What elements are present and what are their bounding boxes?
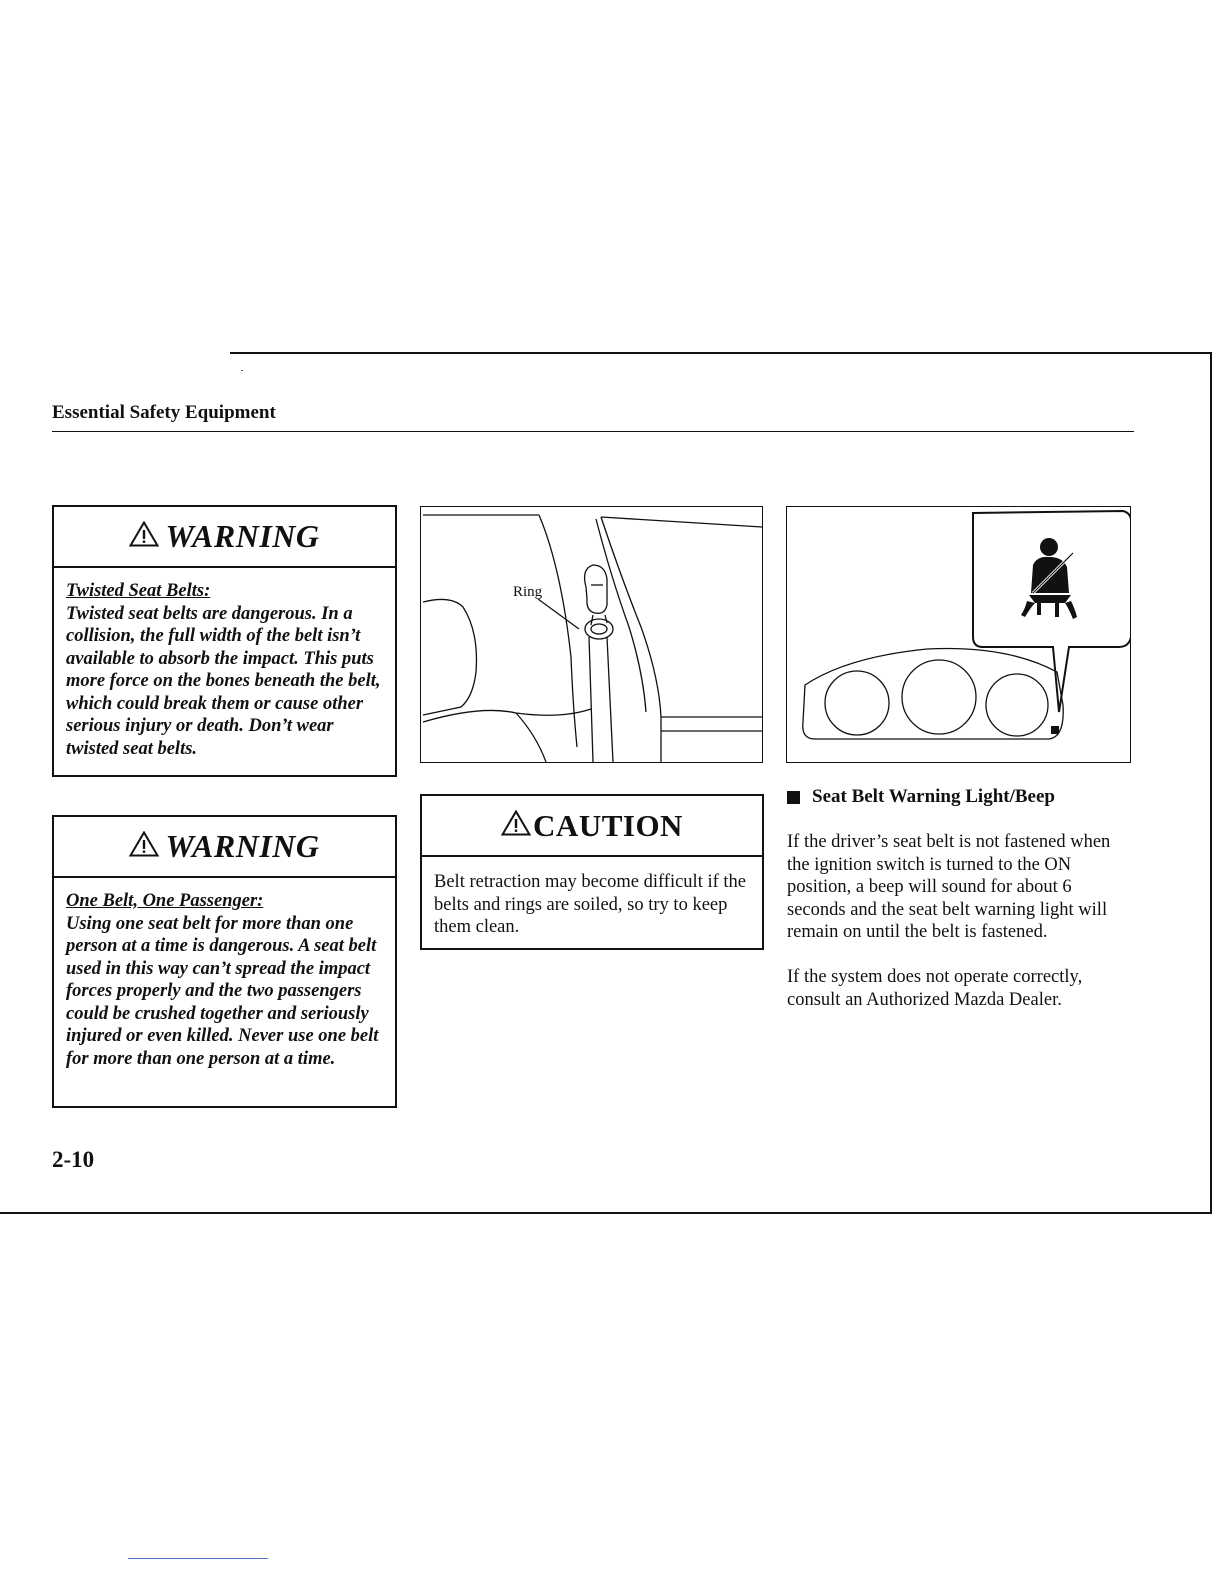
bottom-divider xyxy=(128,1558,268,1559)
header-rule xyxy=(52,431,1134,432)
top-rule xyxy=(230,352,1212,354)
warning-body xyxy=(54,568,395,760)
warning-header xyxy=(54,817,395,878)
bullet-square-icon xyxy=(787,791,800,804)
ring-label: Ring xyxy=(513,584,543,600)
section-title: Essential Safety Equipment xyxy=(52,402,276,423)
caution-title: CAUTION xyxy=(533,807,683,843)
seat-belt-warning-icon xyxy=(1021,538,1077,619)
warning-triangle-icon xyxy=(129,521,159,552)
bottom-rule xyxy=(0,1212,1212,1214)
warning-box-twisted-belts xyxy=(52,505,397,777)
caution-header xyxy=(422,796,762,857)
instrument-panel-illustration xyxy=(786,506,1131,763)
ring-drawing xyxy=(421,507,762,762)
paragraph-warning-light: If the driver’s seat belt is not fastened when the ignition switch is turned to the ON position, a beep will sound for about 6 seconds and the seat belt warning light will remain on until the belt is fastened. xyxy=(787,832,1111,942)
scan-dot xyxy=(241,370,243,371)
warning-subtitle: One Belt, One Passenger: xyxy=(66,891,264,911)
caution-text: Belt retraction may become difficult if the belts and rings are soiled, so try to keep them clean. xyxy=(434,872,746,937)
right-rule xyxy=(1210,352,1212,1214)
warning-body xyxy=(54,878,395,1070)
paragraph-dealer: If the system does not operate correctly, consult an Authorized Mazda Dealer. xyxy=(787,967,1083,1010)
warning-title: WARNING xyxy=(165,828,320,864)
heading-text: Seat Belt Warning Light/Beep xyxy=(812,786,1055,807)
seat-belt-warning-heading xyxy=(787,786,1055,808)
warning-box-one-belt xyxy=(52,815,397,1108)
warning-triangle-icon xyxy=(501,810,531,841)
warning-subtitle: Twisted Seat Belts: xyxy=(66,581,211,601)
warning-triangle-icon xyxy=(129,831,159,862)
warning-header xyxy=(54,507,395,568)
caution-box xyxy=(420,794,764,950)
warning-text: Using one seat belt for more than one person at a time is dangerous. A seat belt used in this way can’t spread the impact forces properly and the two passengers could be crushed together and seriously injured or even killed. Never use one belt for more than one person at a time. xyxy=(66,913,379,1069)
panel-drawing xyxy=(787,507,1130,762)
warning-text: Twisted seat belts are dangerous. In a collision, the full width of the belt isn’t available to absorb the impact. This puts more force on the bones beneath the belt, which could break them or cause other serious injury or death. Don’t wear twisted seat belts. xyxy=(66,603,381,759)
warning-title: WARNING xyxy=(165,518,320,554)
seat-belt-ring-illustration xyxy=(420,506,763,763)
page-number: 2-10 xyxy=(52,1147,95,1172)
